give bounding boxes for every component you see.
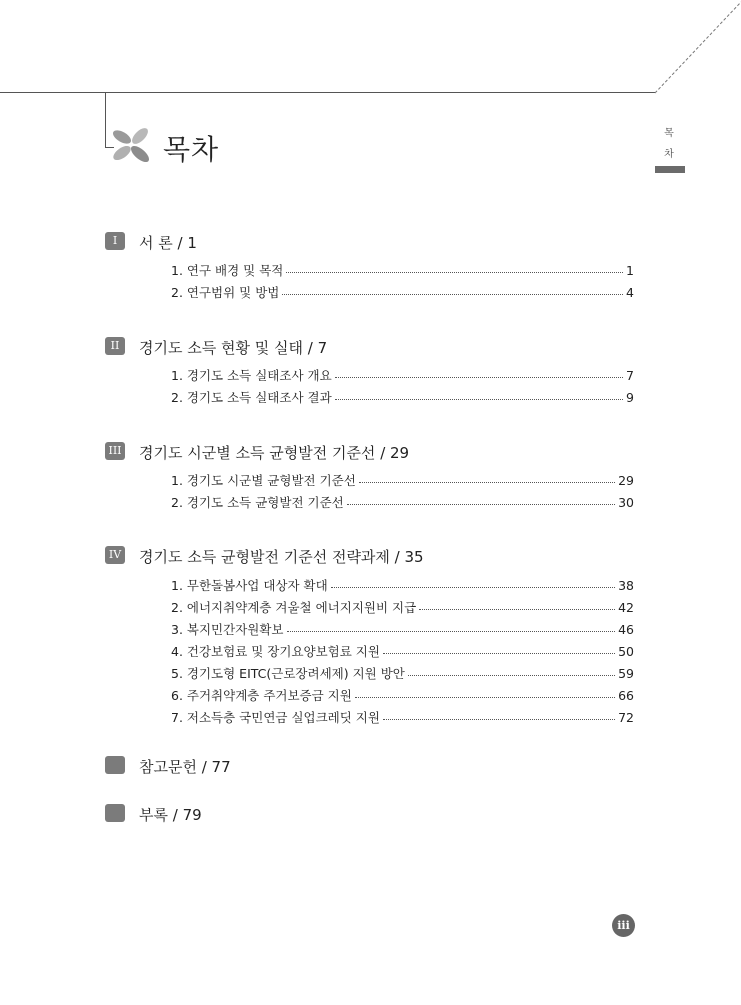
toc-entry-label: 1. 경기도 시군별 균형발전 기준선 (171, 473, 356, 488)
toc-entry-page: 42 (618, 599, 634, 615)
leader-dots (419, 609, 615, 610)
toc-entry-page: 72 (618, 709, 634, 725)
toc-entry[interactable] (171, 708, 634, 726)
toc-entry-page: 30 (618, 494, 634, 510)
toc-entry[interactable] (171, 686, 634, 704)
toc-entry-label: 7. 저소득층 국민연금 실업크레딧 지원 (171, 710, 380, 725)
toc-entry-page: 1 (626, 262, 634, 278)
toc-entry-label: 1. 연구 배경 및 목적 (171, 263, 284, 278)
section-badge-1: I (105, 232, 125, 250)
toc-entry-page: 29 (618, 472, 634, 488)
toc-entry-label: 4. 건강보험료 및 장기요양보험료 지원 (171, 644, 380, 659)
section-badge-4: IV (105, 546, 125, 564)
section-title-4[interactable]: 경기도 소득 균형발전 기준선 전략과제 / 35 (139, 548, 424, 566)
toc-entry-page: 66 (618, 687, 634, 703)
toc-entry-page: 4 (626, 284, 634, 300)
toc-entry[interactable] (171, 664, 634, 682)
toc-entry-label: 1. 무한돌봄사업 대상자 확대 (171, 578, 328, 593)
toc-entry[interactable] (171, 642, 634, 660)
toc-entry-page: 7 (626, 367, 634, 383)
toc-entry-label: 2. 경기도 소득 균형발전 기준선 (171, 495, 344, 510)
section-title-2[interactable]: 경기도 소득 현황 및 실태 / 7 (139, 339, 328, 357)
toc-entry[interactable] (171, 261, 634, 279)
toc-entry-page: 38 (618, 577, 634, 593)
leader-dots (286, 272, 623, 273)
toc-entry-label: 6. 주거취약계층 주거보증금 지원 (171, 688, 352, 703)
leaf-logo-icon (110, 126, 154, 166)
leader-dots (287, 631, 616, 632)
header-rule (0, 92, 655, 93)
page-title: 목차 (163, 133, 220, 166)
leader-dots (383, 719, 615, 720)
toc-entry[interactable] (171, 598, 634, 616)
toc-entry-page: 59 (618, 665, 634, 681)
toc-entry[interactable] (171, 388, 634, 406)
leader-dots (335, 377, 623, 378)
toc-entry-page: 50 (618, 643, 634, 659)
section-badge-appendix (105, 804, 125, 822)
section-badge-2: II (105, 337, 125, 355)
section-badge-references (105, 756, 125, 774)
toc-entry[interactable] (171, 620, 634, 638)
section-title-1[interactable]: 서 론 / 1 (139, 234, 197, 252)
leader-dots (331, 587, 615, 588)
toc-entry[interactable] (171, 283, 634, 301)
toc-entry-label: 2. 연구범위 및 방법 (171, 285, 280, 300)
leader-dots (359, 482, 615, 483)
leader-dots (383, 653, 615, 654)
toc-entry[interactable] (171, 471, 634, 489)
leader-dots (355, 697, 615, 698)
toc-entry-label: 3. 복지민간자원확보 (171, 622, 284, 637)
section-title-3[interactable]: 경기도 시군별 소득 균형발전 기준선 / 29 (139, 444, 410, 462)
toc-entry[interactable] (171, 366, 634, 384)
toc-entry-page: 9 (626, 389, 634, 405)
side-label-char-1: 목 (664, 128, 674, 139)
toc-entry-page: 46 (618, 621, 634, 637)
leader-dots (408, 675, 615, 676)
section-badge-3: III (105, 442, 125, 460)
toc-entry-label: 2. 에너지취약계층 겨울철 에너지지원비 지급 (171, 600, 417, 615)
toc-entry[interactable] (171, 576, 634, 594)
toc-entry-label: 2. 경기도 소득 실태조사 결과 (171, 390, 332, 405)
section-title-appendix[interactable]: 부록 / 79 (139, 806, 202, 824)
leader-dots (335, 399, 623, 400)
toc-entry-label: 5. 경기도형 EITC(근로장려세제) 지원 방안 (171, 666, 405, 681)
toc-entry[interactable] (171, 493, 634, 511)
toc-entry-label: 1. 경기도 소득 실태조사 개요 (171, 368, 332, 383)
section-title-references[interactable]: 참고문헌 / 77 (139, 758, 231, 776)
leader-dots (347, 504, 615, 505)
side-label-char-2: 차 (664, 149, 674, 160)
page-number-badge: iii (612, 914, 635, 937)
leader-dots (282, 294, 623, 295)
corner-diagonal-decoration (650, 0, 741, 100)
side-tab-marker (655, 166, 685, 173)
